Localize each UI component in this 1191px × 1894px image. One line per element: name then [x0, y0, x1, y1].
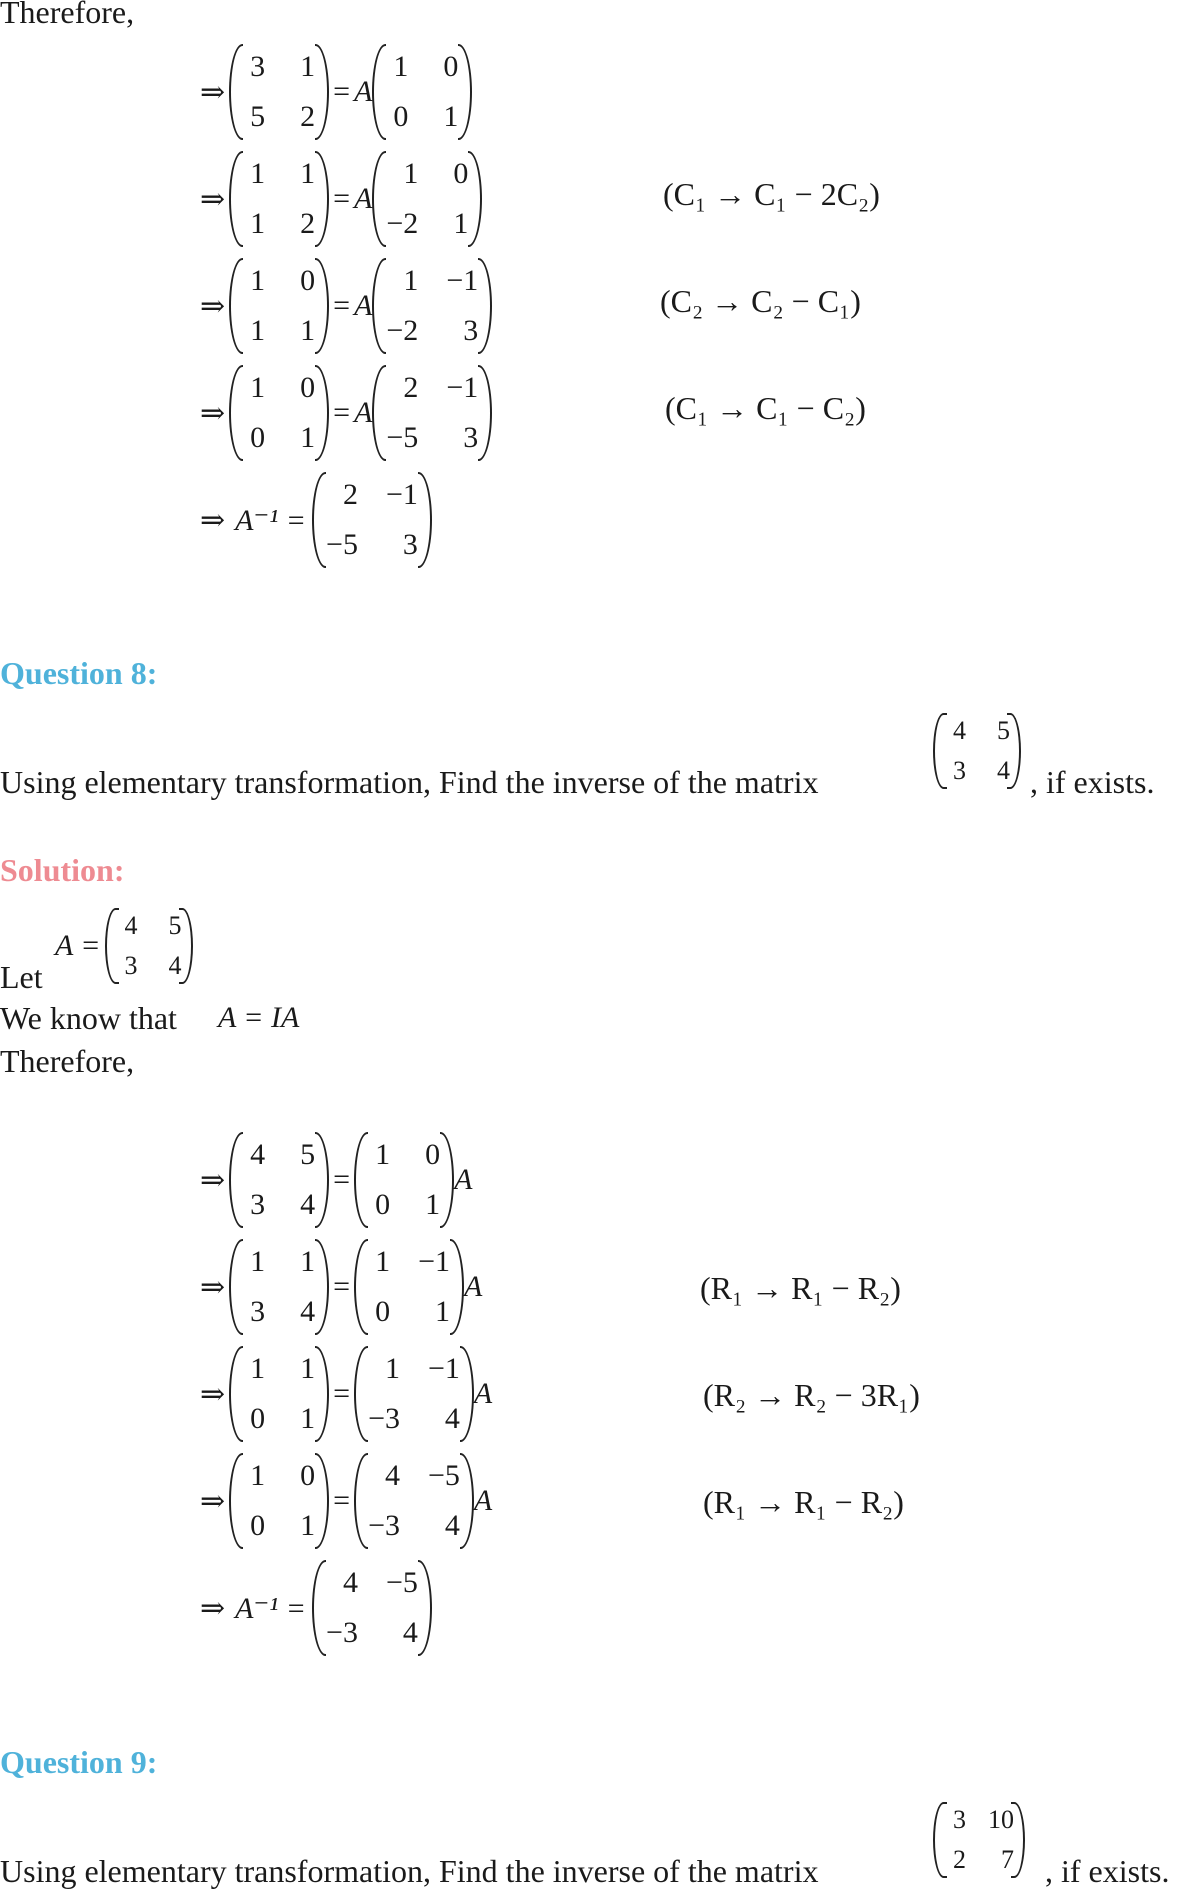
operation-note: (C₁ → C₁ − C₂): [665, 390, 866, 426]
question-8-prompt: Using elementary transformation, Find the inverse of the matrix: [0, 764, 819, 800]
matrix: 1 0 −2 1: [372, 149, 482, 249]
matrix: 1 1 1 2: [229, 149, 329, 249]
matrix: 3 1 5 2: [229, 42, 329, 142]
we-know-text: We know that: [0, 1000, 177, 1036]
let-text: Let: [0, 959, 43, 995]
operation-note: (R₁ → R₁ − R₂): [703, 1484, 904, 1520]
question-8-suffix: , if exists.: [1030, 764, 1155, 800]
matrix: 1 0 0 1: [229, 363, 329, 463]
operation-note: (R₁ → R₁ − R₂): [700, 1270, 901, 1306]
question-8-heading: Question 8:: [0, 655, 158, 691]
let-equation: A = 4 5 3 4: [55, 900, 193, 992]
question-9-suffix: , if exists.: [1045, 1853, 1170, 1889]
therefore-text: Therefore,: [0, 0, 135, 30]
q8-step-1: ⇒ 4 5 3 4 = 1 0 0 1 A: [200, 1128, 472, 1232]
matrix: 1 −1 −2 3: [372, 256, 492, 356]
question-9-prompt: Using elementary transformation, Find the inverse of the matrix: [0, 1853, 819, 1889]
operation-note: (C₂ → C₂ − C₁): [660, 283, 861, 319]
implies-symbol: ⇒: [200, 75, 226, 109]
question-9-heading: Question 9:: [0, 1744, 158, 1780]
q8-step-4: ⇒ 1 0 0 1 = 4 −5 −3 4 A: [200, 1449, 492, 1553]
q7-step-2: ⇒ 1 1 1 2 = A 1 0 −2 1: [200, 147, 482, 251]
matrix: 1 0 0 1: [372, 42, 472, 142]
q7-step-4: ⇒ 1 0 0 1 = A 2 −1 −5 3: [200, 361, 492, 465]
therefore-text: Therefore,: [0, 1043, 135, 1079]
operation-note: (C₁ → C₁ − 2C₂): [663, 176, 880, 212]
q7-result: ⇒ A⁻¹ = 2 −1 −5 3: [200, 468, 432, 572]
q7-step-1: ⇒ 3 1 5 2 = A 1 0 0 1: [200, 40, 472, 144]
solution-heading: Solution:: [0, 852, 125, 888]
identity-equation: A = IA: [218, 1001, 300, 1034]
matrix: 1 0 1 1: [229, 256, 329, 356]
q7-step-3: ⇒ 1 0 1 1 = A 1 −1 −2 3: [200, 254, 492, 358]
operation-note: (R₂ → R₂ − 3R₁): [703, 1377, 920, 1413]
matrix: 2 −1 −5 3: [372, 363, 492, 463]
question-8-matrix: 4 5 3 4: [933, 703, 1021, 799]
question-9-matrix: 3 10 2 7: [933, 1792, 1025, 1888]
matrix: 2 −1 −5 3: [312, 470, 432, 570]
q8-step-2: ⇒ 1 1 3 4 = 1 −1 0 1 A: [200, 1235, 482, 1339]
q8-step-3: ⇒ 1 1 0 1 = 1 −1 −3 4 A: [200, 1342, 492, 1446]
q8-result: ⇒ A⁻¹ = 4 −5 −3 4: [200, 1556, 432, 1660]
